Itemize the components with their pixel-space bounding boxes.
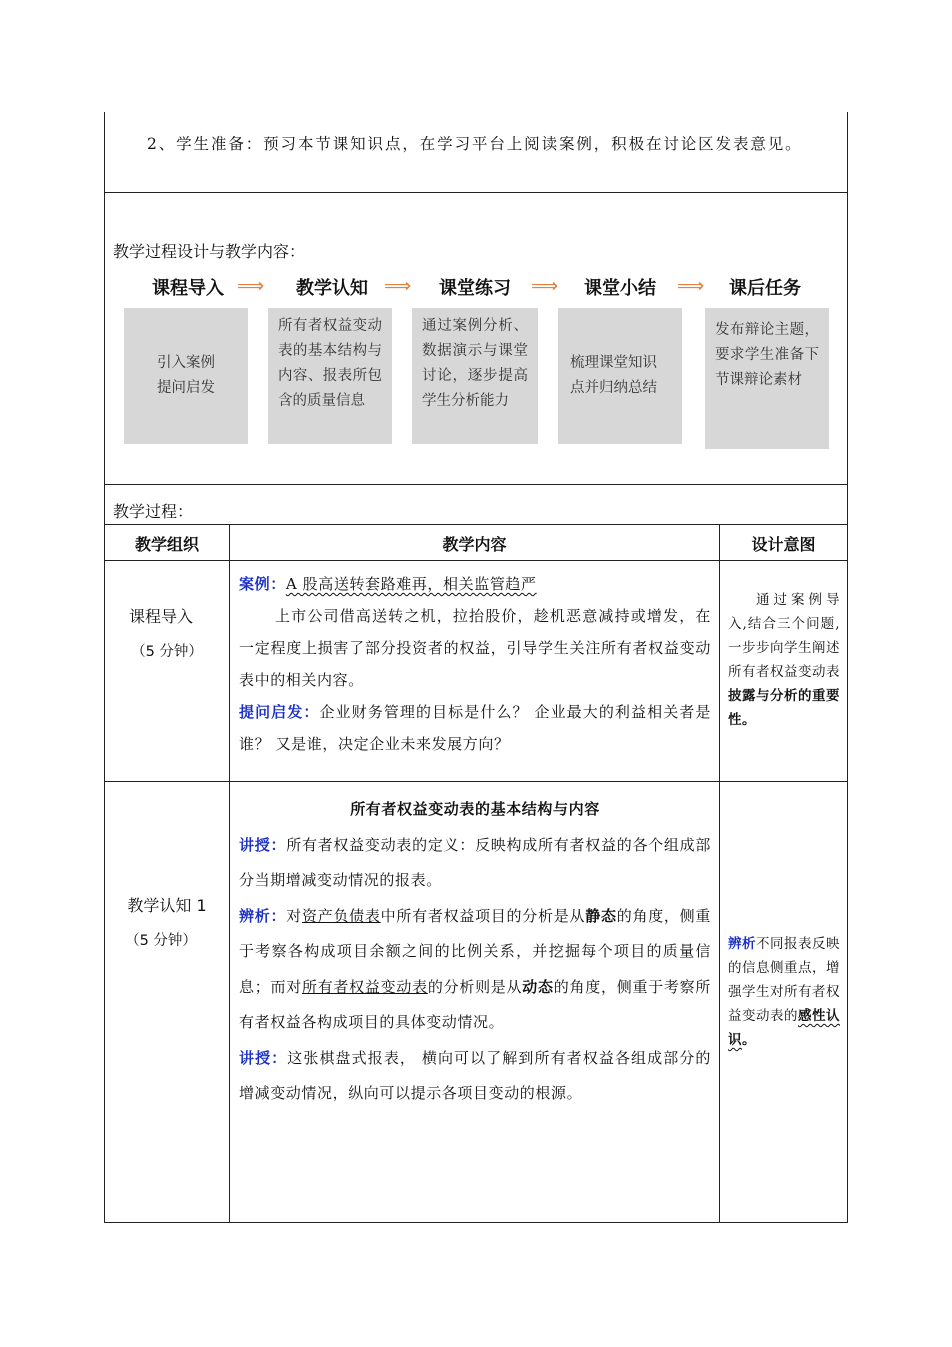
row2-time: （5 分钟）: [125, 933, 197, 949]
process-section-title: 教学过程：: [113, 502, 194, 521]
header-intent: 设计意图: [751, 535, 816, 554]
flow-step-2: 教学认知: [296, 278, 368, 299]
dynamic-term: 动态: [522, 977, 554, 996]
header-content: 教学内容: [442, 535, 507, 554]
flow-box-3: [412, 308, 538, 444]
ask-line: [239, 696, 711, 760]
flow-box-5: [705, 308, 829, 449]
divider-design: [104, 484, 848, 485]
design-section-title: 教学过程设计与教学内容：: [113, 242, 306, 261]
table-header-bottom: [104, 560, 848, 561]
row2-intent-label: 辨析: [728, 936, 756, 952]
row1-bottom: [104, 781, 848, 782]
col-divider-2: [719, 524, 720, 1222]
case-paragraph: 上市公司借高送转之机，拉抬股价，趁机恶意减持或增发，在一定程度上损害了部分投资者的权益，引导学生关注所有者权益变动表中的相关内容。: [239, 607, 711, 689]
flow-arrow-icon: ⟹: [677, 275, 705, 297]
lecture2-text: 这张棋盘式报表， 横向可以了解到所有者权益各组成部分的增减变动情况，纵向可以提示各项目变动的根源。: [239, 1048, 711, 1102]
row2-intent-text: 不同报表反映的信息侧重点，增强学生对所有者权益变动表的: [728, 936, 840, 1024]
row1-intent-bold: 披露与分析的重要性: [728, 688, 840, 728]
flow-box-4-text: 梳理课堂知识点并归纳总结: [570, 355, 657, 396]
flow-arrow-icon: ⟹: [531, 275, 559, 297]
table-header-top: [104, 524, 848, 525]
flow-step-3: 课堂练习: [439, 278, 511, 299]
analysis-text-d: 的分析则是从: [427, 977, 523, 996]
analysis-line: [239, 899, 711, 1041]
outer-right-border: [847, 112, 848, 1222]
case-label: 案例：: [239, 575, 286, 593]
col-divider-1: [229, 524, 230, 1222]
lecture-text: 所有者权益变动表的定义：反映构成所有者权益的各个组成部分当期增减变动情况的报表。: [239, 835, 711, 889]
row2-intent-bold: 感性认识: [728, 1008, 840, 1048]
flow-box-1: [124, 308, 248, 444]
row1-content: [239, 568, 711, 760]
lecture-label: 讲授：: [239, 835, 287, 854]
row1-intent: [728, 588, 840, 732]
row2-intent: [728, 932, 840, 1052]
flow-arrow-icon: ⟹: [237, 275, 265, 297]
case-line: [239, 568, 711, 600]
flow-box-5-text: 发布辩论主题，要求学生准备下节课辩论素材: [715, 322, 819, 388]
lecture2-line: [239, 1041, 711, 1112]
student-preparation-text: 2、学生准备：预习本节课知识点，在学习平台上阅读案例，积极在讨论区发表意见。: [147, 135, 803, 153]
lecture-line: [239, 828, 711, 899]
case-title: A 股高送转套路难再，相关监管趋严: [285, 575, 537, 593]
flow-step-4: 课堂小结: [584, 278, 656, 299]
lecture2-label: 讲授：: [239, 1048, 288, 1067]
row1-time: （5 分钟）: [131, 644, 203, 660]
flow-box-2: [268, 308, 392, 444]
flow-box-4: [558, 308, 682, 444]
flow-arrow-icon: ⟹: [384, 275, 412, 297]
row2-name: 教学认知 1: [127, 896, 207, 915]
flow-box-3-text: 通过案例分析、数据演示与课堂讨论，逐步提高学生分析能力: [422, 318, 528, 409]
row2-intent-end: 。: [742, 1032, 756, 1048]
row2-content: [239, 792, 711, 1112]
row1-intent-text: 通过案例导入,结合三个问题,一步步向学生阐述所有者权益变动表: [728, 592, 840, 680]
equity-statement-term: 所有者权益变动表: [301, 977, 428, 996]
ask-label: 提问启发：: [239, 703, 320, 721]
analysis-label: 辨析：: [239, 906, 287, 925]
flow-step-1: 课程导入: [152, 278, 224, 299]
flow-box-2-text: 所有者权益变动表的基本结构与内容、报表所包含的质量信息: [278, 318, 382, 409]
flow-box-1-text: 引入案例 提问启发: [157, 355, 215, 396]
static-term: 静态: [585, 906, 617, 925]
row2-heading: 所有者权益变动表的基本结构与内容: [350, 800, 600, 818]
divider-prep: [104, 192, 848, 193]
analysis-text-a: 对: [286, 906, 302, 925]
header-organization: 教学组织: [134, 535, 199, 554]
row1-name: 课程导入: [128, 607, 193, 626]
table-bottom: [104, 1222, 848, 1223]
outer-left-border: [104, 112, 105, 1222]
analysis-text-b: 中所有者权益项目的分析是从: [380, 906, 586, 925]
flow-step-5: 课后任务: [729, 278, 801, 299]
analysis-text-c: 的角度，侧重于考察各构成项目余额之间的比例关系，并挖掘每个项目的质量信息；而对: [239, 906, 711, 996]
analysis-text-e: 的角度，侧重于考察所有者权益各构成项目的具体变动情况。: [239, 977, 711, 1031]
ask-text: 企业财务管理的目标是什么？ 企业最大的利益相关者是谁？ 又是谁，决定企业未来发展方向？: [239, 703, 711, 753]
balance-sheet-term: 资产负债表: [301, 906, 381, 925]
row1-intent-end: 。: [742, 712, 756, 728]
